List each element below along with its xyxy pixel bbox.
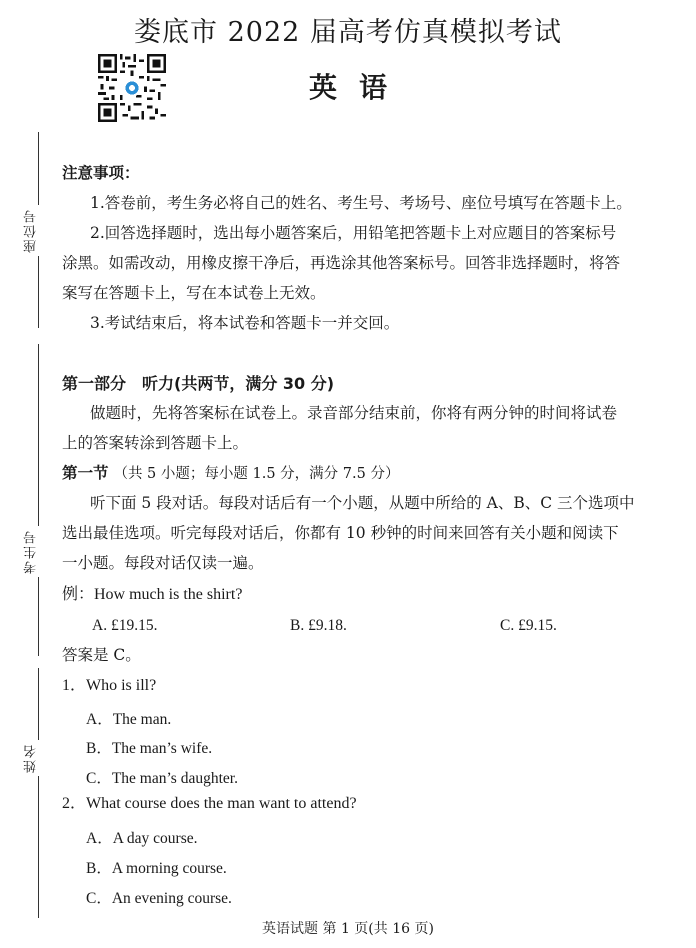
- question-option: B．A morning course.: [86, 860, 227, 877]
- example-question: 例：How much is the shirt?: [62, 586, 243, 603]
- section1-heading: 第一节: [62, 464, 109, 482]
- section1-intro-line: 选出最佳选项。听完每段对话后，你都有 10 秒钟的时间来回答有关小题和阅读下: [62, 524, 619, 542]
- exam-number-label: 考生号: [22, 526, 41, 577]
- notice-line: 案写在答题卡上，写在本试卷上无效。: [62, 284, 326, 302]
- example-option-a: A. £19.15.: [92, 617, 158, 634]
- exam-title: 娄底市 2022 届高考仿真模拟考试: [134, 17, 562, 48]
- part1-intro-line: 做题时，先将答案标在试卷上。录音部分结束前，你将有两分钟的时间将试卷: [90, 404, 618, 422]
- binding-line: [38, 668, 39, 918]
- name-label: 姓名: [22, 740, 41, 776]
- section1-intro-line: 一小题。每段对话仅读一遍。: [62, 554, 264, 572]
- question-option: C．The man’s daughter.: [86, 770, 238, 787]
- question-option: A．The man.: [86, 711, 172, 728]
- notice-heading: 注意事项：: [62, 164, 140, 182]
- subject-title: 英语: [308, 71, 409, 104]
- seat-number-label: 座位号: [22, 205, 41, 256]
- example-option-b: B. £9.18.: [290, 617, 347, 634]
- notice-line: 2.回答选择题时，选出每小题答案后，用铅笔把答题卡上对应题目的答案标号: [90, 224, 617, 242]
- question-option: C．An evening course.: [86, 890, 232, 907]
- binding-line: [38, 344, 39, 656]
- example-answer: 答案是 C。: [62, 646, 141, 664]
- notice-line: 涂黑。如需改动，用橡皮擦干净后，再选涂其他答案标号。回答非选择题时，将答: [62, 254, 621, 272]
- part1-heading: 第一部分 听力(共两节，满分 30 分): [62, 374, 335, 393]
- notice-line: 1.答卷前，考生务必将自己的姓名、考生号、考场号、座位号填写在答题卡上。: [90, 194, 632, 212]
- page-footer: 英语试题 第 1 页(共 16 页): [262, 921, 434, 937]
- question-stem: 2．What course does the man want to attend?: [62, 795, 357, 812]
- question-option: B．The man’s wife.: [86, 740, 213, 757]
- part1-intro-line: 上的答案转涂到答题卡上。: [62, 434, 249, 452]
- example-option-c: C. £9.15.: [500, 617, 557, 634]
- question-option: A．A day course.: [86, 830, 198, 847]
- notice-line: 3.考试结束后，将本试卷和答题卡一并交回。: [90, 314, 400, 332]
- question-stem: 1．Who is ill?: [62, 677, 157, 694]
- section1-intro-line: 听下面 5 段对话。每段对话后有一个小题，从题中所给的 A、B、C 三个选项中: [90, 494, 635, 512]
- section1-detail: （共 5 小题；每小题 1.5 分，满分 7.5 分）: [113, 466, 400, 482]
